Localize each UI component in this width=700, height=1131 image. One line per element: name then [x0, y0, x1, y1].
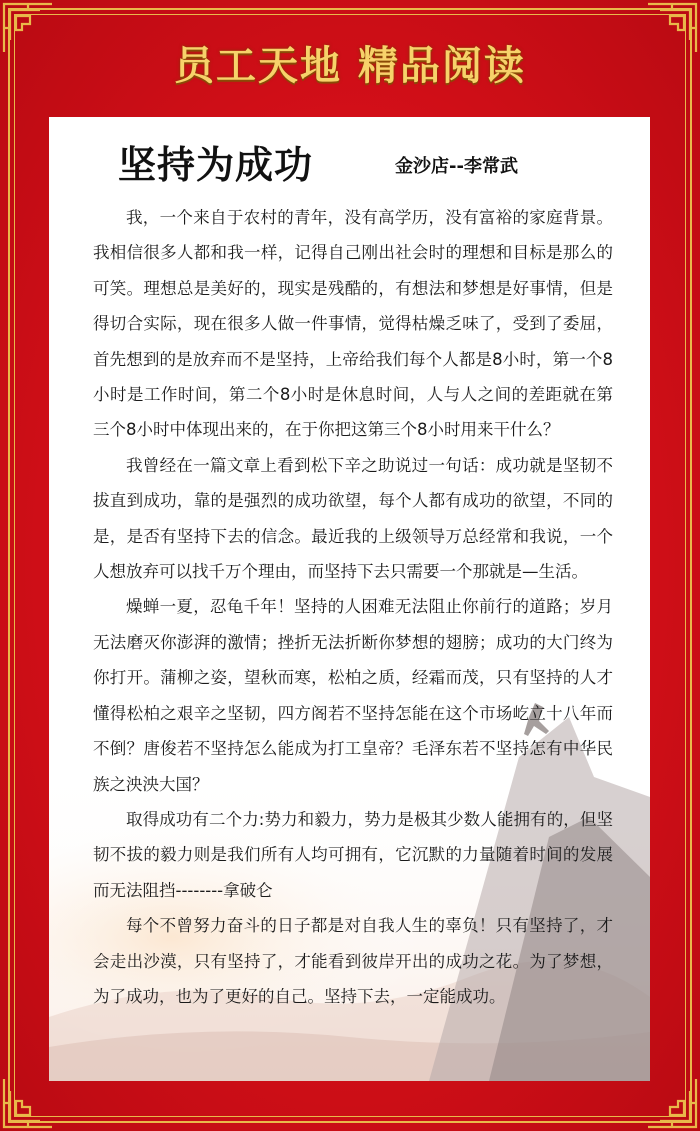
- article-body: [93, 200, 613, 1014]
- paragraph: 燥蝉一夏，忍龟千年！坚持的人困难无法阻止你前行的道路；岁月无法磨灭你澎湃的激情；挫折无法折断你梦想的翅膀；成功的大门终为你打开。蒲柳之姿，望秋而寒，松柏之质，经霜而茂，只有坚持的人才懂得松柏之艰辛之坚韧，四方阁若不坚持怎能在这个市场屹立十八年而不倒？唐俊若不坚持怎么能成为打工皇帝？毛泽东若不坚持怎有中华民族之泱泱大国？: [93, 597, 613, 794]
- corner-ornament-icon: [0, 1075, 56, 1131]
- corner-ornament-icon: [644, 1075, 700, 1131]
- article-byline: 金沙店--李常武: [395, 156, 518, 177]
- header-title: 员工天地 精品阅读: [174, 43, 526, 89]
- paragraph: 取得成功有二个力:势力和毅力，势力是极其少数人能拥有的，但坚韧不拔的毅力则是我们所有人均可拥有，它沉默的力量随着时间的发展而无法阻挡--------拿破仑: [93, 809, 613, 900]
- article-title: 坚持为成功: [118, 143, 314, 187]
- paragraph: 我曾经在一篇文章上看到松下辛之助说过一句话：成功就是坚韧不拔直到成功，靠的是强烈的成功欲望，每个人都有成功的欲望，不同的是，是否有坚持下去的信念。最近我的上级领导万总经常和我说，一个人想放弃可以找千万个理由，而坚持下去只需要一个那就是—生活。: [93, 455, 613, 582]
- paragraph: 我，一个来自于农村的青年，没有高学历，没有富裕的家庭背景。我相信很多人都和我一样，记得自己刚出社会时的理想和目标是那么的可笑。理想总是美好的，现实是残酷的，有想法和梦想是好事情，但是得切合实际，现在很多人做一件事情，觉得枯燥乏味了，受到了委屈，首先想到的是放弃而不是坚持，上帝给我们每个人都是8小时，第一个8小时是工作时间，第二个8小时是休息时间，人与人之间的差距就在第三个8小时中体现出来的，在于你把这第三个8小时用来干什么？: [93, 208, 613, 440]
- paragraph: 每个不曾努力奋斗的日子都是对自我人生的辜负！只有坚持了，才会走出沙漠，只有坚持了，才能看到彼岸开出的成功之花。为了梦想，为了成功，也为了更好的自己。坚持下去，一定能成功。: [93, 916, 613, 1006]
